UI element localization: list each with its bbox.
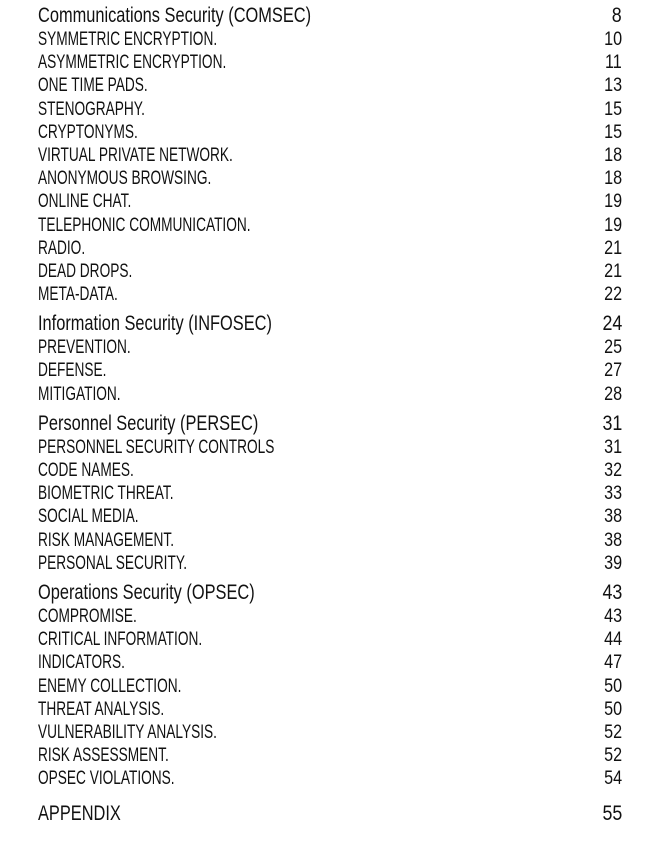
toc-heading-persec[interactable] — [38, 412, 622, 436]
toc-entry[interactable] — [38, 721, 622, 744]
toc-entry[interactable] — [38, 359, 622, 382]
toc-entry[interactable] — [38, 744, 622, 767]
toc-page-number: 18 — [604, 144, 622, 166]
toc-entry-label: SYMMETRIC ENCRYPTION. — [38, 29, 218, 50]
toc-page-number: 43 — [604, 605, 622, 627]
toc-entry-label: PERSONAL SECURITY. — [38, 552, 188, 574]
toc-entry[interactable] — [38, 74, 622, 97]
toc-section-infosec — [38, 312, 622, 406]
toc-heading-label: Personnel Security (PERSEC) — [38, 411, 259, 435]
toc-page-number: 54 — [604, 768, 622, 790]
toc-entry-label: ONE TIME PADS. — [38, 75, 148, 97]
toc-page-number: 31 — [604, 436, 622, 458]
toc-page-number: 44 — [604, 629, 622, 651]
toc-entry-label: MITIGATION. — [38, 383, 121, 405]
toc-heading-opsec[interactable] — [38, 581, 622, 605]
toc-entry-label: CRYPTONYMS. — [38, 121, 138, 143]
toc-entry-label: PERSONNEL SECURITY CONTROLS — [38, 436, 275, 458]
toc-entry-label: CRITICAL INFORMATION. — [38, 629, 203, 651]
toc-entry[interactable] — [38, 28, 622, 51]
toc-entry[interactable] — [38, 767, 622, 790]
toc-entry[interactable] — [38, 51, 622, 74]
toc-page-number: 24 — [602, 312, 622, 336]
toc-heading-comsec[interactable] — [38, 4, 622, 28]
toc-heading-appendix[interactable] — [38, 802, 622, 826]
toc-page-number: 32 — [604, 460, 622, 481]
toc-entry-label: CODE NAMES. — [38, 460, 134, 481]
toc-entry-label: VIRTUAL PRIVATE NETWORK. — [38, 144, 233, 166]
toc-entry[interactable] — [38, 121, 622, 144]
toc-entry[interactable] — [38, 459, 622, 482]
toc-page-number: 15 — [604, 98, 622, 120]
toc-entry-label: VULNERABILITY ANALYSIS. — [38, 721, 217, 743]
toc-page-number: 43 — [602, 580, 622, 604]
toc-section-appendix — [38, 802, 622, 826]
toc-page-number: 18 — [604, 168, 622, 190]
toc-entry-label: RISK ASSESSMENT. — [38, 745, 169, 767]
toc-entry-label: META-DATA. — [38, 284, 118, 306]
toc-entry[interactable] — [38, 651, 622, 674]
toc-page-number: 11 — [605, 52, 622, 74]
toc-entry[interactable] — [38, 529, 622, 552]
toc-heading-label: Communications Security (COMSEC) — [38, 4, 312, 27]
toc-entry-label: TELEPHONIC COMMUNICATION. — [38, 214, 251, 236]
toc-entry[interactable] — [38, 605, 622, 628]
toc-entry-label: ASYMMETRIC ENCRYPTION. — [38, 52, 227, 74]
toc-entry[interactable] — [38, 505, 622, 528]
toc-page-number: 38 — [604, 506, 622, 528]
toc-entry-label: ANONYMOUS BROWSING. — [38, 168, 212, 190]
toc-page-number: 21 — [604, 237, 622, 259]
toc-page-number: 55 — [602, 802, 622, 826]
toc-section-comsec — [38, 4, 622, 306]
toc-entry-label: PREVENTION. — [38, 337, 131, 359]
toc-entry[interactable] — [38, 98, 622, 121]
toc-page-number: 47 — [604, 652, 622, 674]
toc-page-number: 8 — [612, 4, 622, 27]
toc-entry-label: COMPROMISE. — [38, 605, 137, 627]
toc-entry-label: RISK MANAGEMENT. — [38, 529, 175, 551]
toc-page-number: 31 — [602, 411, 622, 435]
toc-page-number: 38 — [604, 529, 622, 551]
toc-page-number: 10 — [604, 29, 622, 50]
toc-entry[interactable] — [38, 552, 622, 575]
toc-entry[interactable] — [38, 283, 622, 306]
toc-page-number: 22 — [604, 284, 622, 306]
toc-entry-label: DEFENSE. — [38, 360, 107, 382]
toc-page-number: 15 — [604, 121, 622, 143]
toc-page-number: 27 — [604, 360, 622, 382]
table-of-contents — [38, 4, 622, 832]
toc-page-number: 50 — [604, 698, 622, 720]
toc-page-number: 13 — [604, 75, 622, 97]
toc-entry-label: BIOMETRIC THREAT. — [38, 483, 174, 505]
toc-entry[interactable] — [38, 190, 622, 213]
toc-entry[interactable] — [38, 436, 622, 459]
toc-entry-label: ONLINE CHAT. — [38, 191, 132, 213]
toc-entry[interactable] — [38, 214, 622, 237]
toc-page-number: 39 — [604, 552, 622, 574]
toc-entry-label: ENEMY COLLECTION. — [38, 675, 182, 697]
toc-entry[interactable] — [38, 260, 622, 283]
toc-entry-label: DEAD DROPS. — [38, 260, 133, 282]
toc-entry[interactable] — [38, 698, 622, 721]
toc-page-number: 28 — [604, 383, 622, 405]
toc-entry-label: SOCIAL MEDIA. — [38, 506, 139, 528]
toc-entry[interactable] — [38, 383, 622, 406]
toc-entry[interactable] — [38, 336, 622, 359]
toc-section-opsec — [38, 581, 622, 791]
toc-entry[interactable] — [38, 144, 622, 167]
toc-page-number: 50 — [604, 675, 622, 697]
toc-heading-label: Operations Security (OPSEC) — [38, 580, 255, 604]
toc-entry[interactable] — [38, 167, 622, 190]
toc-page-number: 25 — [604, 337, 622, 359]
toc-entry[interactable] — [38, 628, 622, 651]
toc-entry-label: THREAT ANALYSIS. — [38, 698, 165, 720]
toc-entry[interactable] — [38, 482, 622, 505]
toc-page-number: 52 — [604, 745, 622, 767]
toc-section-persec — [38, 412, 622, 575]
toc-page-number: 33 — [604, 483, 622, 505]
toc-entry[interactable] — [38, 237, 622, 260]
toc-entry-label: RADIO. — [38, 237, 86, 259]
toc-page-number: 21 — [604, 260, 622, 282]
toc-entry[interactable] — [38, 675, 622, 698]
toc-entry-label: OPSEC VIOLATIONS. — [38, 768, 175, 790]
toc-page-number: 19 — [604, 191, 622, 213]
toc-entry-label: STENOGRAPHY. — [38, 98, 145, 120]
toc-heading-label: APPENDIX — [38, 802, 121, 826]
toc-page-number: 19 — [604, 214, 622, 236]
toc-entry-label: INDICATORS. — [38, 652, 125, 674]
toc-heading-label: Information Security (INFOSEC) — [38, 312, 272, 336]
toc-heading-infosec[interactable] — [38, 312, 622, 336]
toc-page-number: 52 — [604, 721, 622, 743]
